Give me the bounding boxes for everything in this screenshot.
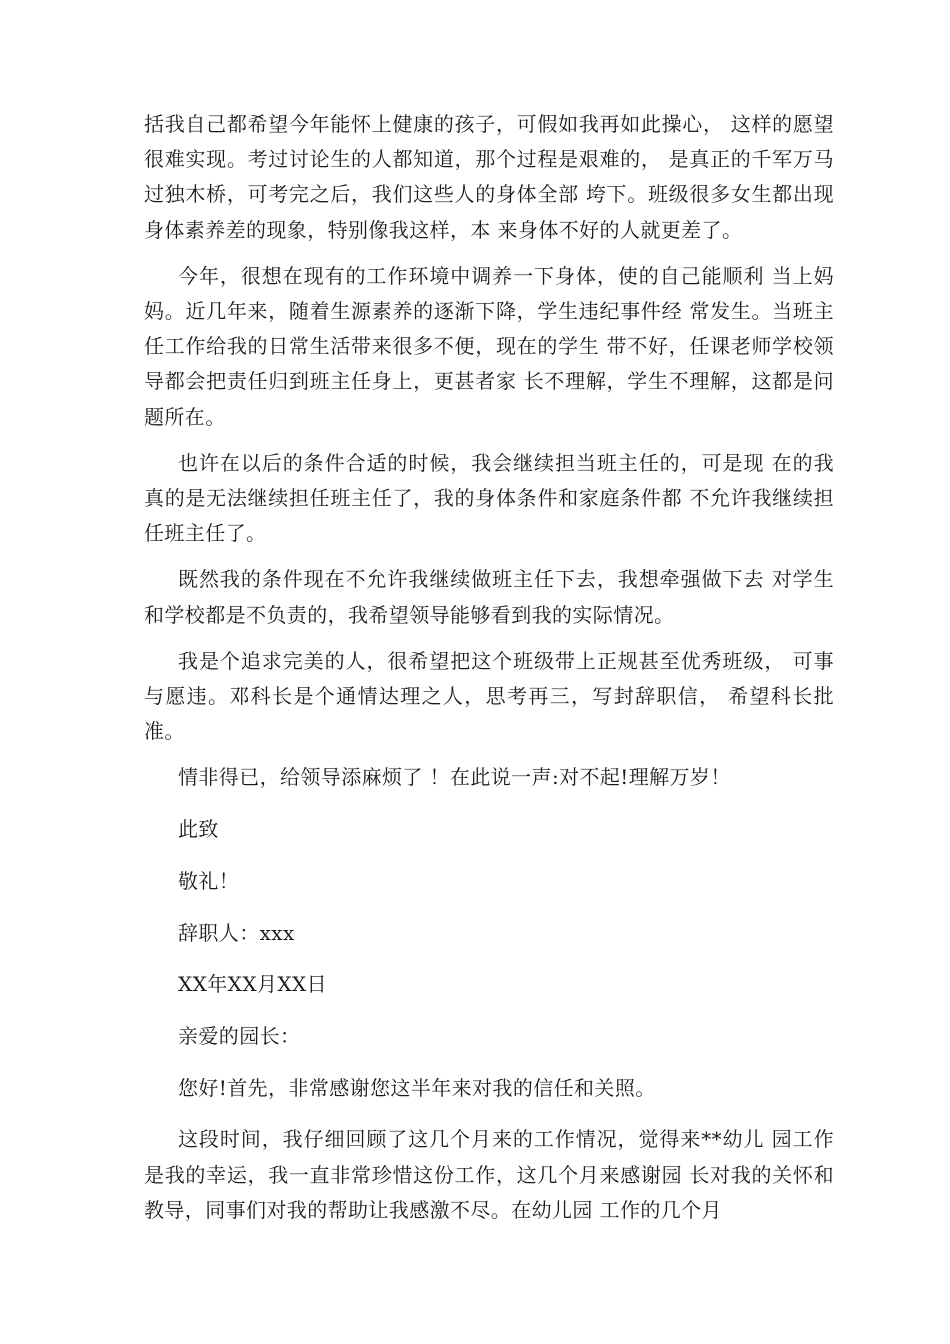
paragraph-kindergarten: 这段时间，我仔细回顾了这几个月来的工作情况，觉得来**幼儿 园工作是我的幸运，我一直非常珍惜这份工作，这几个月来感谢园 长对我的关怀和教导，同事们对我的帮助让我感激不尽。在幼儿园 工作的几个月 bbox=[144, 1127, 834, 1222]
paragraph-future: 也许在以后的条件合适的时候，我会继续担当班主任的，可是现 在的我真的是无法继续担任班主任了，我的身体条件和家庭条件都 不允许我继续担任班主任了。 bbox=[144, 450, 834, 546]
date-line: XX年XX月XX日 bbox=[178, 972, 328, 997]
document-body bbox=[144, 107, 834, 1239]
paragraph-health-hope: 括我自己都希望今年能怀上健康的孩子，可假如我再如此操心， 这样的愿望很难实现。考过讨论生的人都知道，那个过程是艰难的， 是真正的千军万马过独木桥，可考完之后，我们这些人的身体全部 垮下。班级很多女生都出现身体素养差的现象，特别像我这样，本 来身体不好的人就更差了。 bbox=[144, 112, 834, 242]
paragraph-conditions: 既然我的条件现在不允许我继续做班主任下去，我想牵强做下去 对学生和学校都是不负责的，我希望领导能够看到我的实际情况。 bbox=[144, 567, 834, 627]
closing-salutation: 此致 bbox=[178, 817, 219, 842]
letter-greeting: 亲爱的园长： bbox=[178, 1023, 301, 1048]
signature-line: 辞职人：xxx bbox=[178, 920, 295, 945]
paragraph-apology: 情非得已，给领导添麻烦了 ！在此说一声:对不起!理解万岁！ bbox=[178, 765, 731, 790]
paragraph-this-year: 今年，很想在现有的工作环境中调养一下身体，使的自己能顺利 当上妈妈。近几年来，随着生源素养的逐渐下降，学生违纪事件经 常发生。当班主任工作给我的日常生活带来很多不便，现在的学生 带不好，任课老师学校领导都会把责任归到班主任身上，更甚者家 长不理解，学生不理解，这都是问题所在。 bbox=[144, 263, 834, 429]
paragraph-perfectionist: 我是个追求完美的人，很希望把这个班级带上正规甚至优秀班级， 可事与愿违。邓科长是个通情达理之人，思考再三，写封辞职信， 希望科长批准。 bbox=[144, 648, 834, 744]
closing-regards: 敬礼！ bbox=[178, 868, 240, 893]
opening-thanks: 您好!首先，非常感谢您这半年来对我的信任和关照。 bbox=[178, 1075, 656, 1100]
